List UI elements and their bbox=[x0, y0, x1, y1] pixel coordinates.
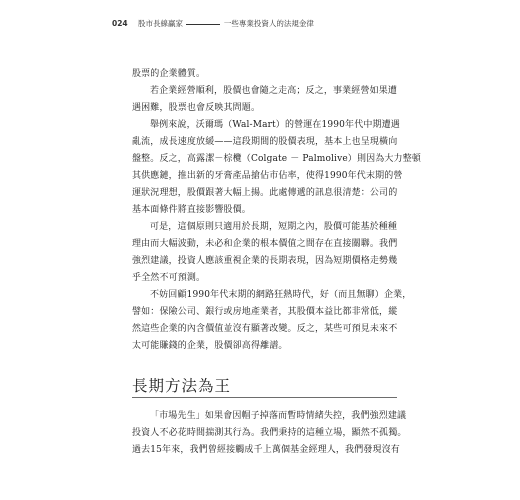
text-line: 運狀況理想，股價跟著大幅上揚。此處傳遞的訊息很清楚：公司的 bbox=[132, 188, 398, 198]
body-text-block bbox=[132, 66, 421, 355]
page-number: 024 bbox=[112, 19, 128, 28]
text-line: 股票的企業體質。 bbox=[132, 69, 206, 79]
text-line: 譬如：保險公司、銀行或房地產業者，其股價本益比都非常低，縱 bbox=[132, 307, 398, 317]
text-line: 遇困難，股票也會反映其問題。 bbox=[132, 103, 261, 113]
text-line: 「市場先生」如果會因帽子掉落而暫時情緒失控，我們強烈建議 bbox=[150, 411, 407, 421]
book-title: 股市長線贏家 bbox=[138, 19, 184, 28]
text-line: 投資人不必花時間揣測其行為。我們秉持的這種立場，顯然不孤獨。 bbox=[132, 428, 407, 438]
text-line: 不妨回顧1990年代末期的網路狂熱時代，好（而且無聊）企業， bbox=[150, 290, 412, 300]
text-line: 強烈建議，投資人應該重視企業的長期表現，因為短期價格走勢幾 bbox=[132, 256, 398, 266]
text-line: 過去15年來，我們曾經接觸成千上萬個基金經理人，我們發現沒有 bbox=[132, 445, 400, 455]
body-text-block-2 bbox=[132, 408, 407, 459]
running-header bbox=[112, 18, 314, 29]
text-line: 然這些企業的內含價值並沒有顯著改變。反之，某些可預見未來不 bbox=[132, 324, 398, 334]
text-line: 太可能賺錢的企業，股價卻高得離譜。 bbox=[132, 341, 288, 351]
text-line: 舉例來說，沃爾瑪（Wal-Mart）的營運在1990年代中期遭遇 bbox=[150, 120, 400, 130]
text-line: 乎全然不可預測。 bbox=[132, 273, 206, 283]
text-line: 盤整。反之，高露潔－棕欖（Colgate － Palmolive）則因為大力整頓 bbox=[132, 154, 421, 164]
text-line: 其供應鏈，推出新的牙膏產品搶佔市佔率，使得1990年代末期的營 bbox=[132, 171, 403, 181]
header-dash bbox=[186, 24, 220, 25]
text-line: 亂流，成長速度放緩——這段期間的股價表現，基本上也呈現橫向 bbox=[132, 137, 398, 147]
section-heading: 長期方法為王 bbox=[132, 377, 232, 395]
text-line: 基本面條件將直接影響股價。 bbox=[132, 205, 251, 215]
heading-underline bbox=[132, 397, 397, 398]
section-title: 一些專業投資人的法規金律 bbox=[223, 19, 314, 28]
text-line: 若企業經營順利，股價也會隨之走高；反之，事業經營如果遭 bbox=[150, 86, 398, 96]
text-line: 理由而大幅波動，未必和企業的根本價值之間存在直接關聯。我們 bbox=[132, 239, 398, 249]
text-line: 可是，這個原則只適用於長期，短期之內，股價可能基於種種 bbox=[150, 222, 398, 232]
